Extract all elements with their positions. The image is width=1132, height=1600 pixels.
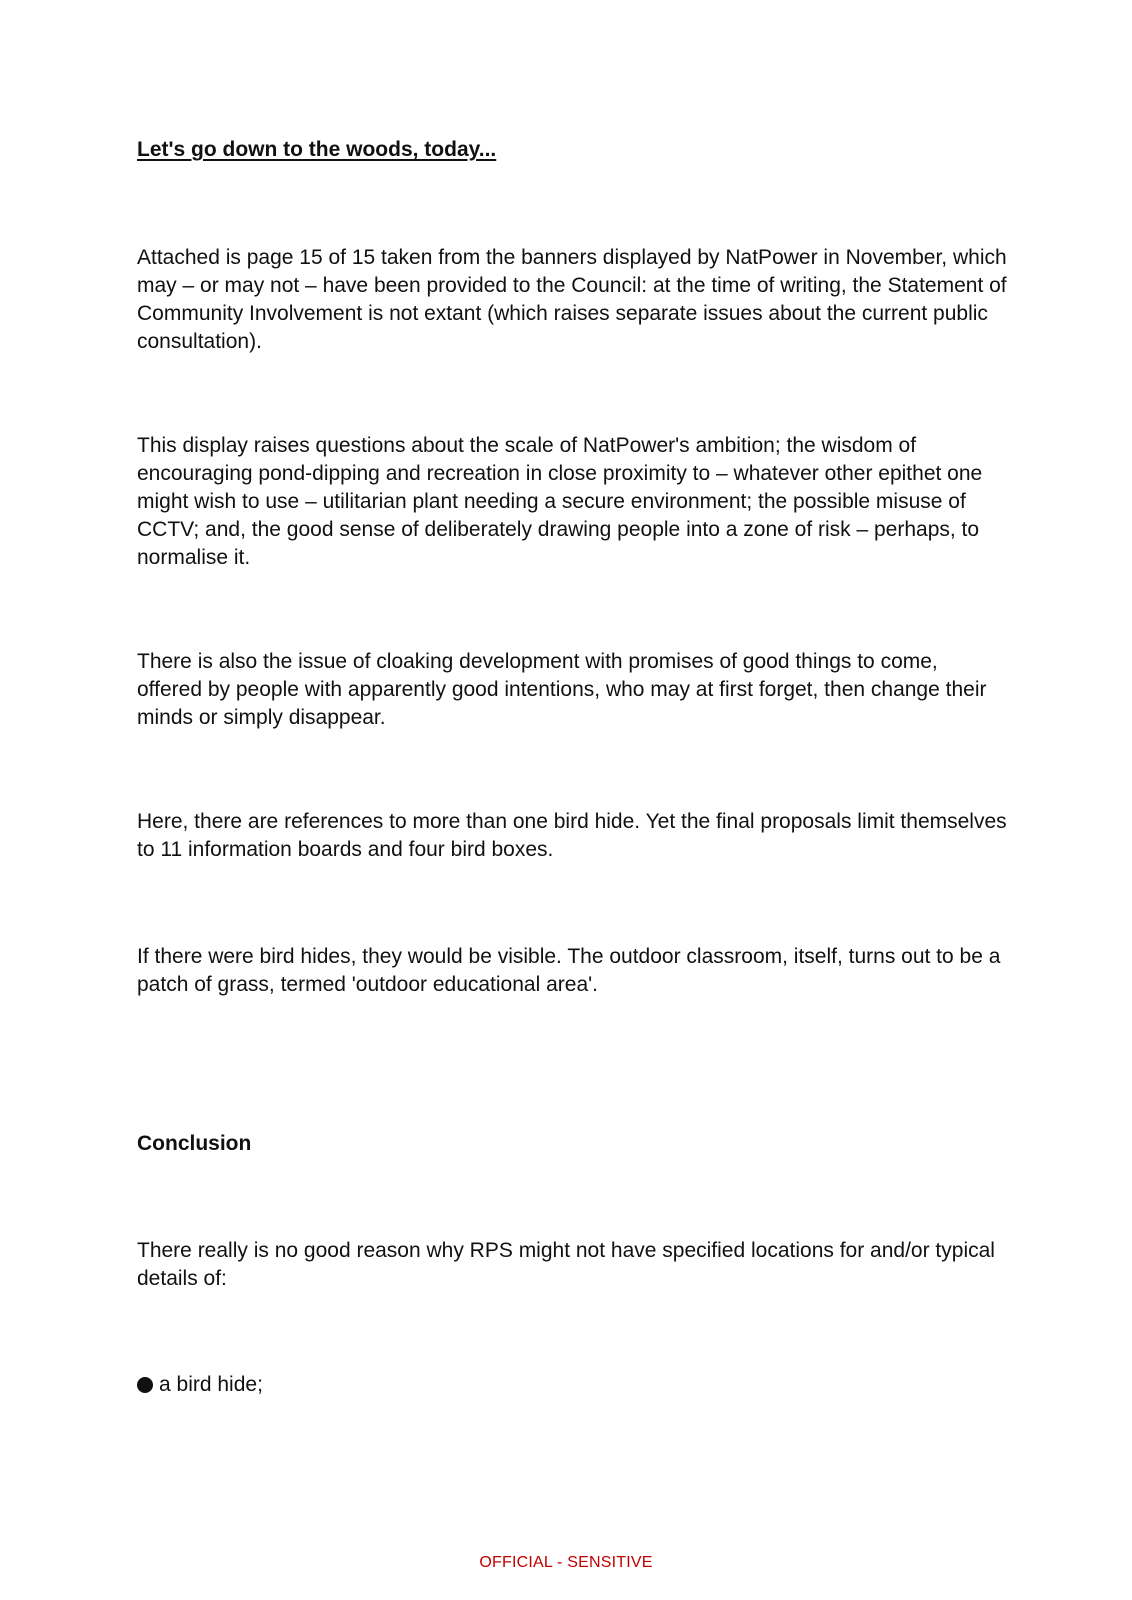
bullet-list-item <box>137 1371 1007 1399</box>
bullet-dot-icon <box>137 1377 153 1393</box>
paragraph-cloaking-development: There is also the issue of cloaking development with promises of good things to come, offered by people with apparently good intentions, who may at first forget, then change their minds or simply disappear. <box>137 650 987 729</box>
document-title: Let's go down to the woods, today... <box>137 138 497 161</box>
paragraph-outdoor-classroom: If there were bird hides, they would be visible. The outdoor classroom, itself, turns out to be a patch of grass, termed 'outdoor educational area'. <box>137 945 1001 996</box>
bullet-text: a bird hide; <box>159 1373 263 1396</box>
paragraph-display-questions: This display raises questions about the scale of NatPower's ambition; the wisdom of encouraging pond-dipping and recreation in close proximity to – whatever other epithet one might wish to use – utilitarian plant needing a secure environment; the possible misuse of CCTV; and, the good sense of deliberately drawing people into a zone of risk – perhaps, to normalise it. <box>137 434 983 569</box>
conclusion-heading: Conclusion <box>137 1132 252 1155</box>
footer-classification: OFFICIAL - SENSITIVE <box>479 1554 653 1571</box>
paragraph-conclusion: There really is no good reason why RPS might not have specified locations for and/or typical details of: <box>137 1239 995 1290</box>
paragraph-bird-hides: Here, there are references to more than one bird hide. Yet the final proposals limit themselves to 11 information boards and four bird boxes. <box>137 810 1007 861</box>
paragraph-attachment: Attached is page 15 of 15 taken from the banners displayed by NatPower in November, which may – or may not – have been provided to the Council: at the time of writing, the Statement of Community Involvement is not extant (which raises separate issues about the current public consultation). <box>137 246 1007 353</box>
